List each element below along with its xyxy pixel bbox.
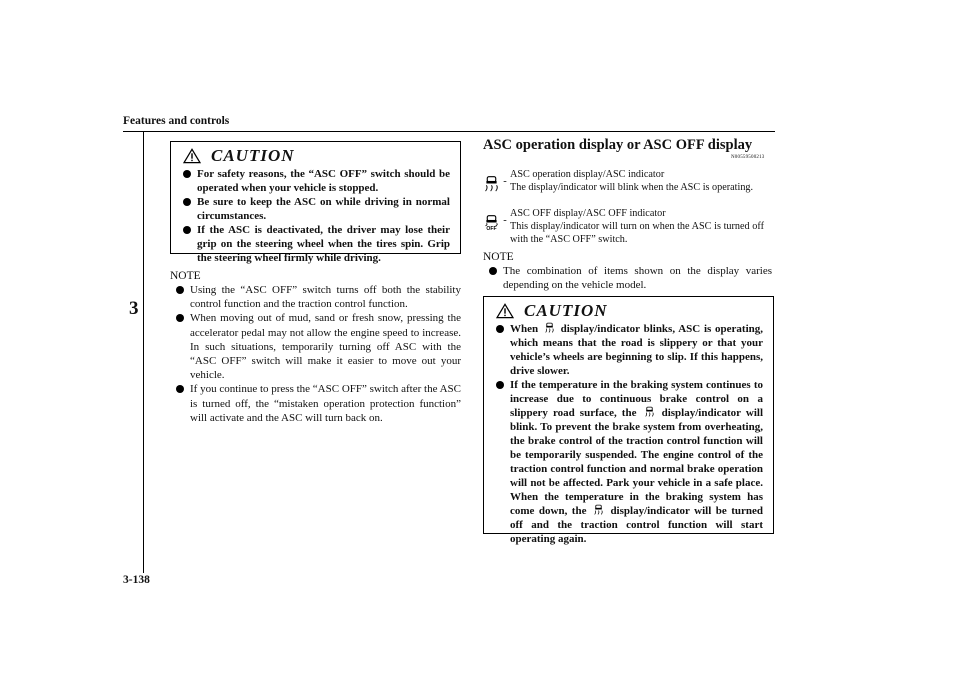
asc-operation-icon [644,406,655,417]
caution-text: display/indicator blinks, ASC is operating, which means that the road is slippery or that your vehicle’s wheels are beginning to slip. If this happens, drive slower. [510,323,763,377]
page-number: 3-138 [123,574,150,586]
note-label: NOTE [483,251,514,263]
caution-label: CAUTION [524,301,608,320]
caution-text: display/indicator will be turned off and the traction control function will start operating again. [510,505,764,545]
header-divider [123,131,775,132]
asc-operation-icon [483,175,500,192]
list-item: The combination of items shown on the display varies depending on the vehicle model. [489,264,772,292]
note-left [170,270,461,425]
indicator-description: This display/indicator will turn on when the ASC is turned off with the “ASC OFF” switch. [510,220,764,245]
caution-label: CAUTION [211,146,295,165]
note-right [483,251,772,292]
warning-triangle-icon [496,303,514,319]
note-label: NOTE [170,270,201,282]
page-header-title: Features and controls [123,115,230,127]
list-item: When moving out of mud, sand or fresh snow, pressing the accelerator pedal may not allow the engine speed to increase. In such situations, temporarily turning off ASC with the “ASC OFF” switch will make it easier to move out your vehicle. [176,311,461,382]
list-item: If you continue to press the “ASC OFF” switch after the ASC is turned off, the “mistaken operation protection function” will activate and the ASC will turn back on. [176,382,461,425]
indicator-text [510,169,764,195]
caution-text: display/indicator will blink. To prevent the brake system from overheating, the brake control of the traction control function will be temporarily suspended. The engine control of the traction control function and normal brake operation will not be affected. Park your vehicle in a safe place. When the temperature in the braking system has come down, the [510,407,764,517]
note-list-left [176,283,461,425]
chapter-divider [143,131,144,573]
caution-box-left [170,141,461,264]
indicator-dash: - [503,176,507,187]
caution-header [183,146,450,166]
caution-box-right [483,296,774,545]
indicator-row-asc [483,169,764,195]
caution-header [496,301,763,321]
asc-operation-icon [593,504,604,515]
asc-operation-icon [544,322,555,333]
indicator-text [510,208,764,246]
list-item [496,378,763,546]
svg-text:OFF: OFF [486,226,497,231]
list-item [496,322,763,378]
list-item: Using the “ASC OFF” switch turns off both the stability control function and the traction control function. [176,283,461,311]
list-item: For safety reasons, the “ASC OFF” switch should be operated when your vehicle is stopped. [183,167,450,195]
list-item: Be sure to keep the ASC on while driving in normal circumstances. [183,195,450,223]
caution-list-left [183,167,450,265]
indicator-name: ASC OFF display/ASC OFF indicator [510,208,666,219]
indicator-row-asc-off [483,208,764,246]
chapter-number: 3 [129,298,139,319]
section-code: N00559500213 [731,155,765,160]
caution-text: If the temperature in the braking system continues to increase due to continuous brake control on a slippery road surface, the [510,379,763,419]
indicator-name: ASC operation display/ASC indicator [510,169,665,180]
warning-triangle-icon [183,148,201,164]
section-title: ASC operation display or ASC OFF display [483,137,753,153]
caution-list-right [496,322,763,546]
indicator-description: The display/indicator will blink when the ASC is operating. [510,181,754,193]
asc-off-icon [483,214,500,231]
caution-text: When [510,323,539,335]
note-list-right [489,264,772,292]
indicator-dash: - [503,215,507,226]
list-item: If the ASC is deactivated, the driver may lose their grip on the steering wheel when the tires spin. Grip the steering wheel firmly while driving. [183,223,450,265]
